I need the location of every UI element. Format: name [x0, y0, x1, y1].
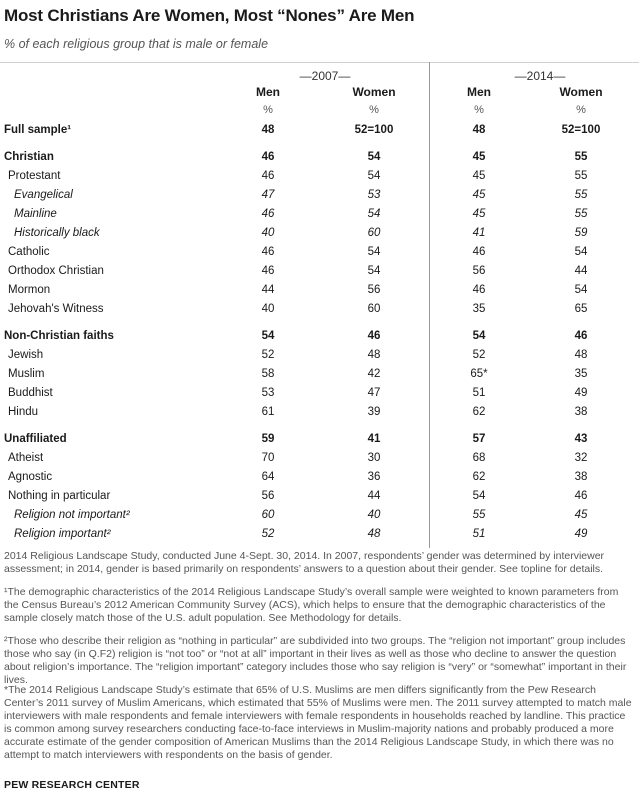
cell-value: 44: [367, 490, 381, 502]
row-label: Agnostic: [8, 471, 53, 483]
table-row: [0, 206, 639, 225]
cell-value: 40: [261, 227, 275, 239]
table-row: [0, 168, 639, 187]
cell-value: 49: [574, 387, 588, 399]
cell-value: 58: [261, 368, 275, 380]
cell-value: 40: [261, 303, 275, 315]
cell-value: 53: [367, 189, 381, 201]
table-row: [0, 450, 639, 469]
cell-value: 46: [574, 490, 588, 502]
footnote-2: ²Those who describe their religion as “nothing in particular” are subdivided into two groups. The “religion not important” group includes those who say (in Q.F2) religion is “not too” or “not at all” important in their lives as well as those who decline to answer the question about religion’s importance. The “religion important” category includes those who say religion is “very” or “somewhat” important in their lives.: [4, 635, 627, 686]
cell-value: 54: [367, 246, 381, 258]
cell-value: 41: [472, 227, 486, 239]
row-label: Full sample¹: [4, 124, 72, 136]
row-label: Evangelical: [14, 189, 73, 201]
table-row: [0, 225, 639, 244]
cell-value: 35: [472, 303, 486, 315]
cell-value: 46: [261, 170, 275, 182]
col-header-women-2014: Women: [559, 85, 603, 99]
cell-value: 38: [574, 471, 588, 483]
cell-value: 45: [574, 509, 588, 521]
cell-value: 55: [574, 208, 588, 220]
cell-value: 48: [261, 124, 275, 136]
cell-value: 55: [574, 189, 588, 201]
table-row: [0, 507, 639, 526]
row-label: Jewish: [8, 349, 44, 361]
table-row: [0, 385, 639, 404]
cell-value: 56: [261, 490, 275, 502]
table-row: [0, 469, 639, 488]
cell-value: 54: [367, 170, 381, 182]
cell-value: 52=100: [354, 124, 394, 136]
cell-value: 55: [574, 170, 588, 182]
row-label: Mainline: [14, 208, 57, 220]
cell-value: 60: [367, 303, 381, 315]
cell-value: 52=100: [561, 124, 601, 136]
cell-value: 68: [472, 452, 486, 464]
cell-value: 42: [367, 368, 381, 380]
cell-value: 54: [472, 330, 486, 342]
cell-value: 51: [472, 528, 486, 540]
table-row: [0, 149, 639, 168]
cell-value: 46: [261, 265, 275, 277]
row-label: Mormon: [8, 284, 51, 296]
cell-value: 47: [261, 189, 275, 201]
cell-value: 46: [261, 208, 275, 220]
unit-label: %: [369, 104, 379, 116]
chart-title: Most Christians Are Women, Most “Nones” Are Men: [4, 6, 415, 25]
unit-label: %: [474, 104, 484, 116]
cell-value: 59: [574, 227, 588, 239]
row-label: Protestant: [8, 170, 61, 182]
cell-value: 49: [574, 528, 588, 540]
footnote-1: ¹The demographic characteristics of the 2014 Religious Landscape Study’s overall sample were weighted to known parameters from the Census Bureau’s 2012 American Community Survey (ACS), which helps to ensure that the demographic characteristics of the sample closely match those of the U.S. adult population. See Methodology for details.: [4, 586, 619, 624]
cell-value: 54: [367, 208, 381, 220]
cell-value: 52: [472, 349, 486, 361]
col-header-women-2007: Women: [352, 85, 396, 99]
cell-value: 39: [367, 406, 381, 418]
header-divider: [0, 62, 639, 63]
cell-value: 54: [367, 151, 381, 163]
cell-value: 44: [574, 265, 588, 277]
cell-value: 40: [367, 509, 381, 521]
footnote-3: *The 2014 Religious Landscape Study’s estimate that 65% of U.S. Muslims are men differs significantly from the Pew Research Center’s 2011 survey of Muslim Americans, which estimated that 55% of Muslims were men. The 2011 survey attempted to match male interviewers with male respondents and female interviewers with female respondents in households reached by landline. This practice is common among survey researchers conducting face-to-face interviews in Muslim-majority nations and probably produced a more accurate estimate of the gender composition of American Muslims than the 2014 Religious Landscape Study, in which there was no attempt to match interviewers with respondents on the basis of gender.: [4, 684, 632, 761]
cell-value: 48: [472, 124, 486, 136]
table-row: [0, 431, 639, 450]
cell-value: 45: [472, 151, 486, 163]
row-label: Atheist: [8, 452, 44, 464]
cell-value: 46: [261, 246, 275, 258]
cell-value: 51: [472, 387, 486, 399]
cell-value: 64: [261, 471, 275, 483]
cell-value: 41: [367, 433, 381, 445]
cell-value: 60: [367, 227, 381, 239]
row-label: Religion not important²: [14, 509, 130, 521]
cell-value: 56: [472, 265, 486, 277]
cell-value: 36: [367, 471, 381, 483]
cell-value: 43: [574, 433, 588, 445]
cell-value: 59: [261, 433, 275, 445]
cell-value: 48: [367, 528, 381, 540]
cell-value: 30: [367, 452, 381, 464]
row-label: Muslim: [8, 368, 45, 380]
row-label: Christian: [4, 151, 54, 163]
cell-value: 56: [367, 284, 381, 296]
cell-value: 54: [367, 265, 381, 277]
cell-value: 65: [574, 303, 588, 315]
cell-value: 55: [574, 151, 588, 163]
cell-value: 46: [261, 151, 275, 163]
cell-value: 54: [261, 330, 275, 342]
source-label: PEW RESEARCH CENTER: [4, 779, 140, 791]
table-row: [0, 526, 639, 545]
cell-value: 54: [574, 246, 588, 258]
cell-value: 45: [472, 170, 486, 182]
row-label: Non-Christian faiths: [4, 330, 114, 342]
cell-value: 48: [367, 349, 381, 361]
row-label: Orthodox Christian: [8, 265, 104, 277]
table-row: [0, 347, 639, 366]
cell-value: 47: [367, 387, 381, 399]
cell-value: 46: [367, 330, 381, 342]
row-label: Jehovah's Witness: [8, 303, 104, 315]
row-label: Nothing in particular: [8, 490, 111, 502]
cell-value: 62: [472, 406, 486, 418]
cell-value: 55: [472, 509, 486, 521]
cell-value: 45: [472, 208, 486, 220]
cell-value: 52: [261, 528, 275, 540]
note-main: 2014 Religious Landscape Study, conducted June 4-Sept. 30, 2014. In 2007, respondents’ gender was determined by interviewer assessment; in 2014, gender is based primarily on respondents’ answers to a question about their gender. See topline for details.: [4, 550, 605, 575]
table-row: [0, 366, 639, 385]
chart-subtitle: % of each religious group that is male or female: [4, 37, 269, 51]
cell-value: 46: [574, 330, 588, 342]
cell-value: 62: [472, 471, 486, 483]
unit-label: %: [576, 104, 586, 116]
cell-value: 57: [472, 433, 486, 445]
cell-value: 35: [574, 368, 588, 380]
row-label: Unaffiliated: [4, 433, 67, 445]
cell-value: 54: [472, 490, 486, 502]
cell-value: 60: [261, 509, 275, 521]
table-row: [0, 244, 639, 263]
table-row: [0, 263, 639, 282]
row-label: Buddhist: [8, 387, 53, 399]
cell-value: 54: [574, 284, 588, 296]
year-label-2007: —2007—: [299, 69, 351, 83]
cell-value: 44: [261, 284, 275, 296]
cell-value: 52: [261, 349, 275, 361]
table-row: [0, 301, 639, 320]
year-label-2014: —2014—: [514, 69, 566, 83]
table-row: [0, 404, 639, 423]
cell-value: 38: [574, 406, 588, 418]
table-row: [0, 328, 639, 347]
table-row: [0, 488, 639, 507]
row-label: Catholic: [8, 246, 50, 258]
unit-label: %: [263, 104, 273, 116]
table-row: [0, 122, 639, 141]
cell-value: 65*: [470, 368, 488, 380]
cell-value: 70: [261, 452, 275, 464]
cell-value: 46: [472, 284, 486, 296]
cell-value: 48: [574, 349, 588, 361]
row-label: Historically black: [14, 227, 100, 239]
col-header-men-2007: Men: [256, 85, 280, 99]
row-label: Religion important²: [14, 528, 111, 540]
cell-value: 32: [574, 452, 588, 464]
table-row: [0, 187, 639, 206]
table-row: [0, 282, 639, 301]
cell-value: 61: [261, 406, 275, 418]
cell-value: 53: [261, 387, 275, 399]
col-header-men-2014: Men: [467, 85, 491, 99]
cell-value: 45: [472, 189, 486, 201]
cell-value: 46: [472, 246, 486, 258]
row-label: Hindu: [8, 406, 39, 418]
